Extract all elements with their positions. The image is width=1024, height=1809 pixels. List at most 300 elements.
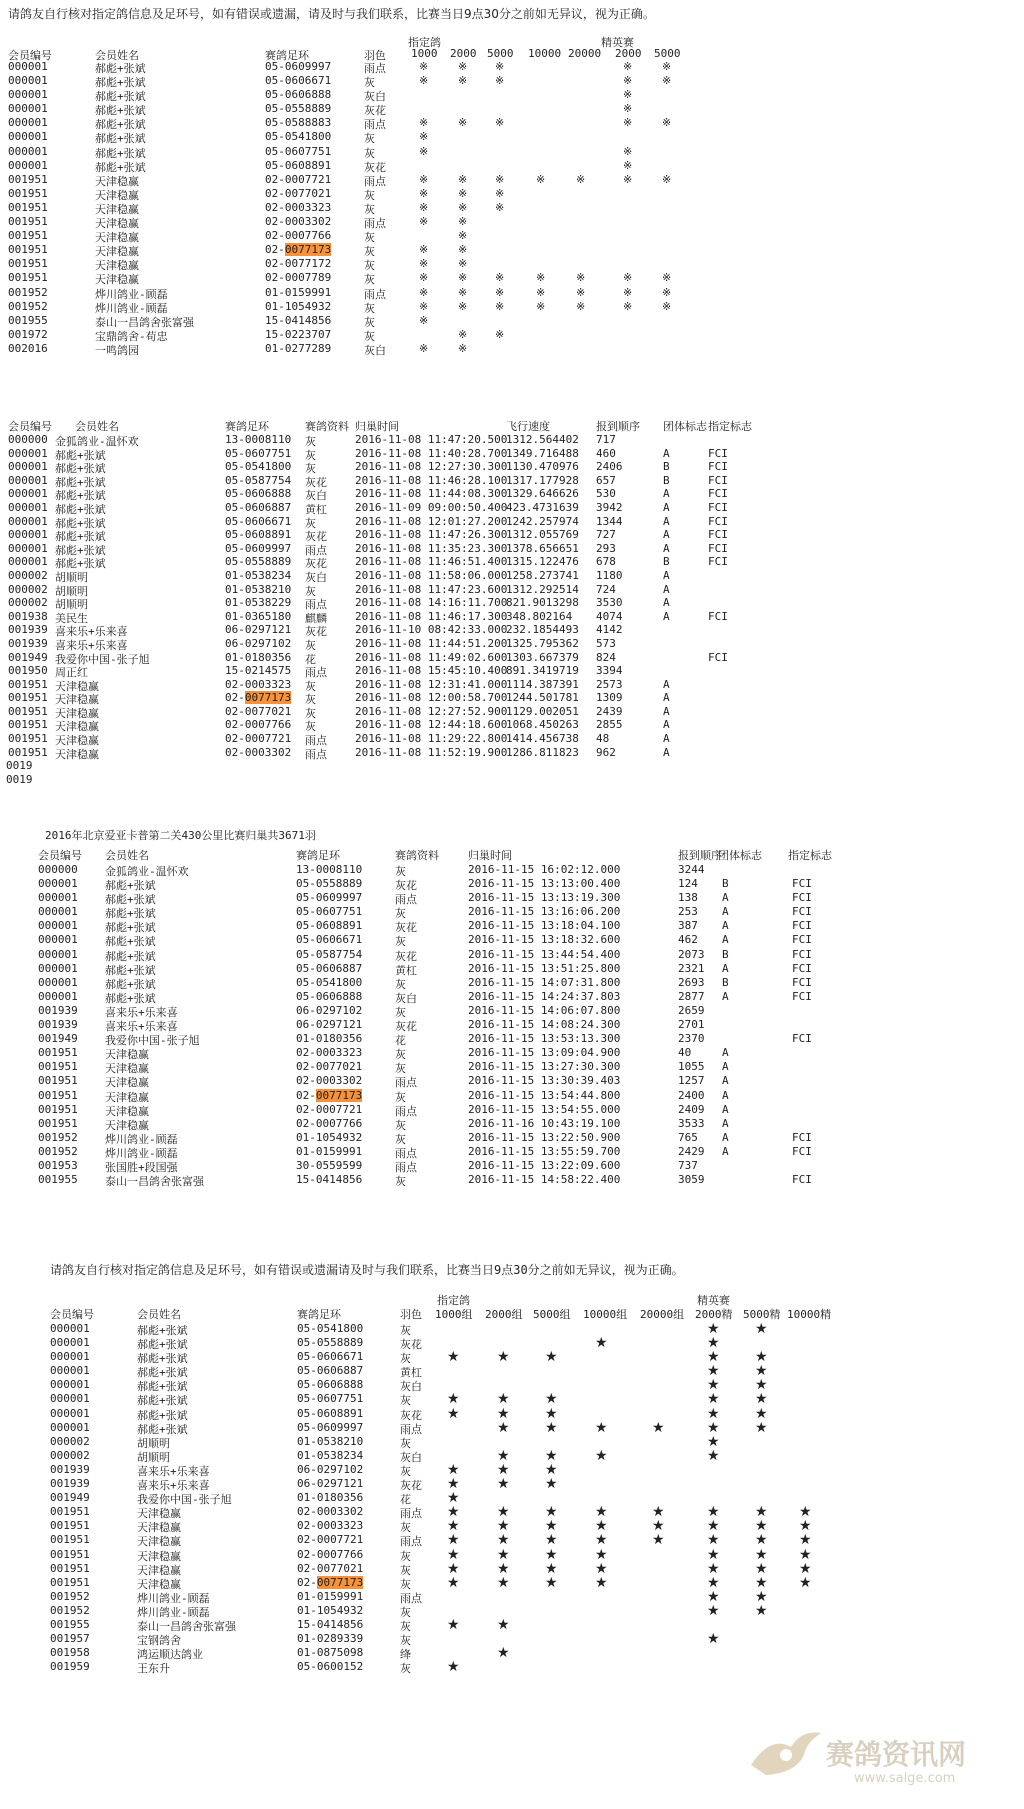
bird-info-cell: 灰花 — [395, 879, 417, 893]
bird-info-cell: 雨点 — [395, 1104, 417, 1118]
star-icon: ★ — [707, 1518, 720, 1535]
mark-icon: ※ — [458, 341, 468, 355]
bird-info-cell: 雨点 — [395, 1146, 417, 1160]
mark-icon: ※ — [419, 257, 429, 271]
member-name-cell: 喜来乐+乐来喜 — [105, 1005, 178, 1019]
ring-number-cell: 02-0077172 — [265, 257, 332, 271]
star-icon: ★ — [545, 1447, 558, 1464]
member-name-cell: 郝彪+张斌 — [55, 502, 106, 516]
member-id-cell: 000001 — [50, 1392, 90, 1406]
column-header: 归巢时间 — [355, 420, 399, 433]
member-name-cell: 郝彪+张斌 — [105, 949, 156, 963]
column-header: 会员编号 — [38, 849, 82, 862]
color-cell: 灰 — [400, 1619, 411, 1633]
member-name-cell: 周正红 — [55, 666, 88, 680]
return-time-cell: 2016-11-08 12:01:27.200 — [355, 514, 508, 528]
member-name-cell: 美民生 — [55, 611, 88, 625]
ring-number-cell: 05-0609997 — [225, 541, 292, 555]
bird-info-cell: 雨点 — [395, 893, 417, 907]
arrival-order-cell: 293 — [596, 541, 616, 555]
member-name-cell: 天津稳赢 — [95, 245, 139, 259]
designated-flag-cell: FCI — [708, 446, 728, 460]
speed-cell: 1068.450263 — [506, 718, 579, 732]
member-id-cell: 000001 — [8, 116, 48, 130]
star-icon: ★ — [799, 1574, 812, 1591]
ring-prefix: 02- — [296, 1088, 316, 1102]
color-cell: 灰 — [400, 1577, 411, 1591]
column-header: 赛鸽资料 — [305, 420, 349, 433]
mark-icon: ※ — [458, 116, 468, 130]
color-cell: 灰 — [400, 1352, 411, 1366]
return-time-cell: 2016-11-15 13:18:04.100 — [468, 919, 621, 933]
member-id-cell: 001959 — [50, 1660, 90, 1674]
ring-number-cell: 02-0007766 — [225, 718, 292, 732]
member-id-cell: 000001 — [8, 446, 48, 460]
member-id-cell: 000001 — [38, 961, 78, 975]
arrival-order-cell: 727 — [596, 528, 616, 542]
return-time-cell: 2016-11-08 11:46:17.300 — [355, 609, 508, 623]
team-flag-cell: A — [663, 732, 670, 746]
ring-number-cell: 05-0541800 — [296, 975, 363, 989]
member-name-cell: 天津稳赢 — [95, 231, 139, 245]
return-time-cell: 2016-11-08 12:00:58.700 — [355, 691, 508, 705]
column-header: 指定标志 — [788, 849, 832, 862]
member-name-cell: 郝彪+张斌 — [137, 1394, 188, 1408]
team-flag-cell: A — [722, 1088, 729, 1102]
bird-info-cell: 灰 — [395, 1118, 406, 1132]
member-name-cell: 郝彪+张斌 — [55, 489, 106, 503]
member-id-cell: 000001 — [8, 74, 48, 88]
return-time-cell: 2016-11-15 14:08:24.300 — [468, 1018, 621, 1032]
column-header: 2000 — [450, 47, 477, 60]
member-id-cell: 001949 — [8, 650, 48, 664]
arrival-order-cell: 138 — [678, 891, 698, 905]
member-id-cell: 000002 — [8, 582, 48, 596]
table-row — [8, 555, 888, 569]
member-id-cell: 001939 — [38, 1003, 78, 1017]
mark-icon: ※ — [662, 60, 672, 73]
speed-cell: 821.9013298 — [506, 596, 579, 610]
bird-info-cell: 灰花 — [395, 921, 417, 935]
table-row — [8, 542, 888, 556]
member-name-cell: 天津稳赢 — [137, 1535, 181, 1549]
member-id-cell: 000000 — [38, 863, 78, 876]
speed-cell: 1312.564402 — [506, 433, 579, 446]
team-flag-cell: A — [663, 487, 670, 501]
return-time-cell: 2016-11-15 13:54:55.000 — [468, 1102, 621, 1116]
member-name-cell: 郝彪+张斌 — [55, 516, 106, 530]
team-flag-cell: A — [722, 1116, 729, 1130]
arrival-order-cell: 387 — [678, 919, 698, 933]
table-row — [8, 201, 788, 215]
mark-icon: ※ — [419, 144, 429, 158]
member-id-cell: 000001 — [38, 891, 78, 905]
color-cell: 灰白 — [400, 1450, 422, 1464]
group-label-elite: 精英赛 — [601, 36, 634, 49]
star-icon: ★ — [755, 1349, 768, 1366]
mark-icon: ※ — [419, 341, 429, 355]
star-icon: ★ — [799, 1504, 812, 1521]
designated-flag-cell: FCI — [792, 947, 812, 961]
color-cell: 花 — [400, 1493, 411, 1507]
ring-number-cell: 06-0297102 — [296, 1003, 363, 1017]
ring-number-cell: 01-0538210 — [225, 582, 292, 596]
mark-icon: ※ — [623, 88, 633, 102]
return-time-cell: 2016-11-08 11:46:28.100 — [355, 473, 508, 487]
column-header: 20000组 — [640, 1308, 685, 1321]
member-id-cell: 000001 — [8, 130, 48, 144]
star-icon: ★ — [545, 1532, 558, 1549]
member-id-cell: 001951 — [8, 243, 48, 257]
ring-number-cell: 13-0008110 — [225, 433, 292, 446]
member-name-cell: 郝彪+张斌 — [55, 475, 106, 489]
arrival-order-cell: 253 — [678, 905, 698, 919]
star-icon: ★ — [545, 1391, 558, 1408]
member-id-cell: 000001 — [38, 989, 78, 1003]
ring-number-cell: 05-0606671 — [225, 514, 292, 528]
member-name-cell: 郝彪+张斌 — [95, 132, 146, 146]
ring-number-cell: 02-0003302 — [297, 1505, 364, 1519]
member-name-cell: 天津稳赢 — [95, 202, 139, 216]
pigeon-logo-icon — [746, 1725, 826, 1785]
ring-number-cell: 05-0606671 — [265, 74, 332, 88]
ring-number-cell: 05-0606887 — [225, 500, 292, 514]
table-row — [8, 145, 788, 159]
ring-number-cell: 01-0538229 — [225, 596, 292, 610]
mark-icon: ※ — [458, 327, 468, 341]
mark-icon: ※ — [458, 74, 468, 88]
race-title: 2016年北京爱亚卡普第二关430公里比赛归巢共3671羽 — [45, 829, 316, 842]
team-flag-cell: A — [722, 891, 729, 905]
member-id-cell: 001955 — [38, 1173, 78, 1187]
speed-cell: 1312.292514 — [506, 582, 579, 596]
ring-number-cell: 05-0558889 — [296, 877, 363, 891]
arrival-order-cell: 3059 — [678, 1173, 705, 1187]
star-icon: ★ — [447, 1518, 460, 1535]
bird-info-cell: 麒麟 — [305, 611, 327, 625]
color-cell: 灰 — [364, 259, 375, 273]
ring-number-cell: 05-0558889 — [225, 555, 292, 569]
table-row — [8, 487, 888, 501]
column-header: 10000 — [528, 47, 562, 60]
member-id-cell: 001951 — [50, 1561, 90, 1575]
bird-info-cell: 黄杠 — [305, 502, 327, 516]
ring-number-cell: 05-0606671 — [296, 933, 363, 947]
bird-info-cell: 灰 — [305, 448, 316, 462]
member-name-cell: 郝彪+张斌 — [55, 530, 106, 544]
speed-cell: 1130.470976 — [506, 460, 579, 474]
ring-number-cell: 05-0600152 — [297, 1660, 364, 1674]
star-icon: ★ — [447, 1504, 460, 1521]
table-row — [8, 515, 888, 529]
column-header: 2000精 — [695, 1308, 733, 1321]
ring-number-cell: 01-0277289 — [265, 341, 332, 355]
ring-number-cell: 05-0541800 — [265, 130, 332, 144]
member-name-cell: 鸿运顺达鸽业 — [137, 1648, 203, 1662]
member-id-cell: 001951 — [38, 1088, 78, 1102]
table-row — [8, 328, 788, 342]
team-flag-cell: A — [722, 919, 729, 933]
member-id-cell: 001952 — [50, 1589, 90, 1603]
member-id-cell: 001952 — [8, 299, 48, 313]
team-flag-cell: A — [663, 568, 670, 582]
mark-icon: ※ — [495, 271, 505, 285]
member-name-cell: 郝彪+张斌 — [137, 1338, 188, 1352]
mark-icon: ※ — [623, 299, 633, 313]
color-cell: 绛 — [400, 1648, 411, 1662]
designated-flag-cell: FCI — [708, 460, 728, 474]
color-cell: 灰 — [364, 245, 375, 259]
bird-info-cell: 灰花 — [395, 949, 417, 963]
bird-info-cell: 灰花 — [305, 530, 327, 544]
mark-icon: ※ — [623, 158, 633, 172]
star-icon: ★ — [447, 1659, 460, 1676]
mark-icon: ※ — [662, 116, 672, 130]
star-icon: ★ — [545, 1546, 558, 1563]
ring-number-cell: 15-0214575 — [225, 664, 292, 678]
arrival-order-cell: 1055 — [678, 1060, 705, 1074]
star-icon: ★ — [497, 1391, 510, 1408]
ring-number-cell: 02-0007766 — [296, 1116, 363, 1130]
column-header: 赛鸽足环 — [296, 849, 340, 862]
team-flag-cell: A — [663, 609, 670, 623]
return-time-cell: 2016-11-15 14:24:37.803 — [468, 989, 621, 1003]
mark-icon: ※ — [536, 172, 546, 186]
member-name-cell: 胡顺明 — [55, 570, 88, 584]
ring-number-cell: 13-0008110 — [296, 863, 363, 876]
return-time-cell: 2016-11-08 11:29:22.800 — [355, 732, 508, 746]
arrival-order-cell: 1309 — [596, 691, 623, 705]
member-name-cell: 郝彪+张斌 — [105, 921, 156, 935]
member-id-cell: 001958 — [50, 1646, 90, 1660]
ring-number-cell: 05-0606888 — [297, 1378, 364, 1392]
return-time-cell: 2016-11-08 12:44:18.600 — [355, 718, 508, 732]
bird-info-cell: 花 — [305, 652, 316, 666]
star-icon: ★ — [595, 1335, 608, 1352]
mark-icon: ※ — [662, 285, 672, 299]
member-name-cell: 烨川鸽业-顾磊 — [105, 1132, 178, 1146]
member-name-cell: 郝彪+张斌 — [105, 991, 156, 1005]
return-time-cell: 2016-11-08 11:47:26.300 — [355, 528, 508, 542]
table-row — [8, 173, 788, 187]
member-name-cell: 天津稳赢 — [105, 1076, 149, 1090]
member-name-cell: 郝彪+张斌 — [105, 879, 156, 893]
member-name-cell: 胡顺明 — [55, 584, 88, 598]
column-header: 2000组 — [485, 1308, 523, 1321]
ring-number-cell: 06-0297121 — [297, 1477, 364, 1491]
arrival-order-cell: 678 — [596, 555, 616, 569]
star-icon: ★ — [497, 1645, 510, 1662]
designated-flag-cell: FCI — [792, 891, 812, 905]
ring-number-cell: 05-0607751 — [265, 144, 332, 158]
member-id-cell: 000001 — [50, 1322, 90, 1335]
column-header: 5000 — [487, 47, 514, 60]
color-cell: 灰 — [400, 1394, 411, 1408]
member-id-cell: 001951 — [38, 1116, 78, 1130]
ring-number-cell: 05-0608891 — [225, 528, 292, 542]
star-icon: ★ — [595, 1447, 608, 1464]
table-row — [8, 569, 888, 583]
star-icon: ★ — [497, 1405, 510, 1422]
designated-flag-cell: FCI — [792, 1032, 812, 1046]
star-icon: ★ — [545, 1504, 558, 1521]
star-icon: ★ — [707, 1588, 720, 1605]
star-icon: ★ — [799, 1518, 812, 1535]
column-header: 团体标志 — [663, 420, 707, 433]
member-name-cell: 天津稳赢 — [95, 259, 139, 273]
ring-number-cell: 02-0007721 — [225, 732, 292, 746]
color-cell: 灰白 — [400, 1380, 422, 1394]
star-icon: ★ — [755, 1377, 768, 1394]
star-icon: ★ — [595, 1574, 608, 1591]
color-cell: 灰花 — [400, 1408, 422, 1422]
member-name-cell: 郝彪+张斌 — [95, 146, 146, 160]
member-id-cell: 000001 — [38, 905, 78, 919]
member-id-cell: 001951 — [8, 704, 48, 718]
member-id-cell: 000001 — [8, 528, 48, 542]
member-id-cell: 001938 — [8, 609, 48, 623]
member-name-cell: 郝彪+张斌 — [95, 160, 146, 174]
mark-icon: ※ — [623, 172, 633, 186]
column-header: 会员编号 — [8, 49, 52, 62]
bird-info-cell: 雨点 — [395, 1076, 417, 1090]
table-row — [8, 271, 788, 285]
arrival-order-cell: 2855 — [596, 718, 623, 732]
member-id-cell: 000001 — [50, 1378, 90, 1392]
table-row — [8, 651, 888, 665]
color-cell: 灰花 — [400, 1479, 422, 1493]
member-name-cell: 天津稳赢 — [95, 273, 139, 287]
table-row — [8, 460, 888, 474]
table-row — [8, 257, 788, 271]
return-time-cell: 2016-11-15 13:44:54.400 — [468, 947, 621, 961]
arrival-order-cell: 717 — [596, 433, 616, 446]
return-time-cell: 2016-11-08 11:46:51.400 — [355, 555, 508, 569]
member-id-cell: 001951 — [8, 732, 48, 746]
star-icon: ★ — [755, 1518, 768, 1535]
watermark-logo — [746, 1725, 996, 1795]
member-name-cell: 王东升 — [137, 1662, 170, 1676]
mark-icon: ※ — [419, 60, 429, 73]
table-row — [8, 286, 788, 300]
bird-info-cell: 灰 — [395, 865, 406, 878]
table-row — [8, 610, 888, 624]
ring-prefix: 02- — [265, 243, 285, 257]
return-time-cell: 2016-11-08 15:45:10.400 — [355, 664, 508, 678]
ring-number-cell: 02-0007766 — [265, 229, 332, 243]
star-icon: ★ — [799, 1532, 812, 1549]
return-time-cell: 2016-11-08 11:44:08.300 — [355, 487, 508, 501]
star-icon: ★ — [447, 1476, 460, 1493]
member-id-cell: 001939 — [50, 1477, 90, 1491]
team-flag-cell: A — [722, 961, 729, 975]
team-flag-cell: A — [663, 745, 670, 759]
mark-icon: ※ — [623, 60, 633, 73]
member-id-cell: 001951 — [8, 718, 48, 732]
bird-info-cell: 雨点 — [305, 666, 327, 680]
ring-number-cell — [265, 243, 331, 256]
designated-flag-cell: FCI — [792, 975, 812, 989]
color-cell: 灰 — [400, 1464, 411, 1478]
star-icon: ★ — [799, 1560, 812, 1577]
speed-cell: 1129.002051 — [506, 704, 579, 718]
member-id-cell: 001951 — [38, 1046, 78, 1060]
mark-icon: ※ — [495, 60, 505, 73]
return-time-cell: 2016-11-15 13:30:39.403 — [468, 1074, 621, 1088]
mark-icon: ※ — [495, 74, 505, 88]
team-flag-cell: B — [663, 460, 670, 474]
member-id-cell: 001955 — [8, 313, 48, 327]
member-name-cell: 泰山一昌鸽舍张富强 — [137, 1619, 236, 1633]
member-name-cell: 宝鼎鸽舍-苟忠 — [95, 329, 168, 343]
column-header: 会员姓名 — [95, 49, 139, 62]
return-time-cell: 2016-11-15 13:13:00.400 — [468, 877, 621, 891]
star-icon: ★ — [755, 1419, 768, 1436]
star-icon: ★ — [707, 1363, 720, 1380]
ring-number-cell: 01-1054932 — [296, 1130, 363, 1144]
designated-flag-cell: FCI — [708, 541, 728, 555]
member-id-cell: 001951 — [38, 1060, 78, 1074]
bird-info-cell: 灰 — [305, 679, 316, 693]
member-name-cell: 张国胜+段国强 — [105, 1160, 178, 1174]
bird-info-cell: 灰花 — [305, 557, 327, 571]
ring-number-cell: 30-0559599 — [296, 1158, 363, 1172]
member-name-cell: 喜来乐+乐来喜 — [55, 638, 128, 652]
table-row — [8, 678, 888, 692]
watermark-name: 赛鸽资讯网 — [826, 1738, 967, 1771]
return-time-cell: 2016-11-15 13:18:32.600 — [468, 933, 621, 947]
bird-info-cell: 灰 — [305, 638, 316, 652]
team-flag-cell: A — [663, 514, 670, 528]
column-header: 报到顺序 — [678, 849, 722, 862]
star-icon: ★ — [707, 1447, 720, 1464]
return-time-cell: 2016-11-15 13:09:04.900 — [468, 1046, 621, 1060]
star-icon: ★ — [447, 1405, 460, 1422]
member-name-cell: 天津稳赢 — [95, 174, 139, 188]
speed-cell: 1378.656651 — [506, 541, 579, 555]
star-icon: ★ — [755, 1504, 768, 1521]
designated-flag-cell: FCI — [792, 1173, 812, 1187]
return-time-cell: 2016-11-08 11:47:20.500 — [355, 433, 508, 446]
ring-number-cell: 01-0159991 — [296, 1144, 363, 1158]
member-name-cell: 天津稳赢 — [137, 1549, 181, 1563]
member-id-cell: 000001 — [8, 88, 48, 102]
arrival-order-cell: 2573 — [596, 677, 623, 691]
designated-flag-cell: FCI — [792, 933, 812, 947]
member-id-cell: 001953 — [38, 1158, 78, 1172]
member-name-cell: 胡顺明 — [137, 1436, 170, 1450]
mark-icon: ※ — [458, 271, 468, 285]
ring-number-cell: 02-0003323 — [297, 1519, 364, 1533]
mark-icon: ※ — [495, 186, 505, 200]
color-cell: 灰花 — [400, 1338, 422, 1352]
member-name-cell: 郝彪+张斌 — [137, 1408, 188, 1422]
ring-number-cell: 05-0606887 — [296, 961, 363, 975]
arrival-order-cell: 462 — [678, 933, 698, 947]
color-cell: 雨点 — [400, 1507, 422, 1521]
bird-info-cell: 灰 — [305, 516, 316, 530]
table-row — [8, 447, 888, 461]
member-id-cell: 000001 — [38, 877, 78, 891]
designated-flag-cell: FCI — [708, 487, 728, 501]
bird-info-cell: 花 — [395, 1034, 406, 1048]
ring-number-cell: 05-0541800 — [225, 460, 292, 474]
ring-number-cell: 05-0541800 — [297, 1322, 364, 1335]
table-row — [8, 342, 788, 356]
column-header: 1000组 — [435, 1308, 473, 1321]
bird-info-cell: 雨点 — [305, 734, 327, 748]
star-icon: ★ — [755, 1321, 768, 1337]
